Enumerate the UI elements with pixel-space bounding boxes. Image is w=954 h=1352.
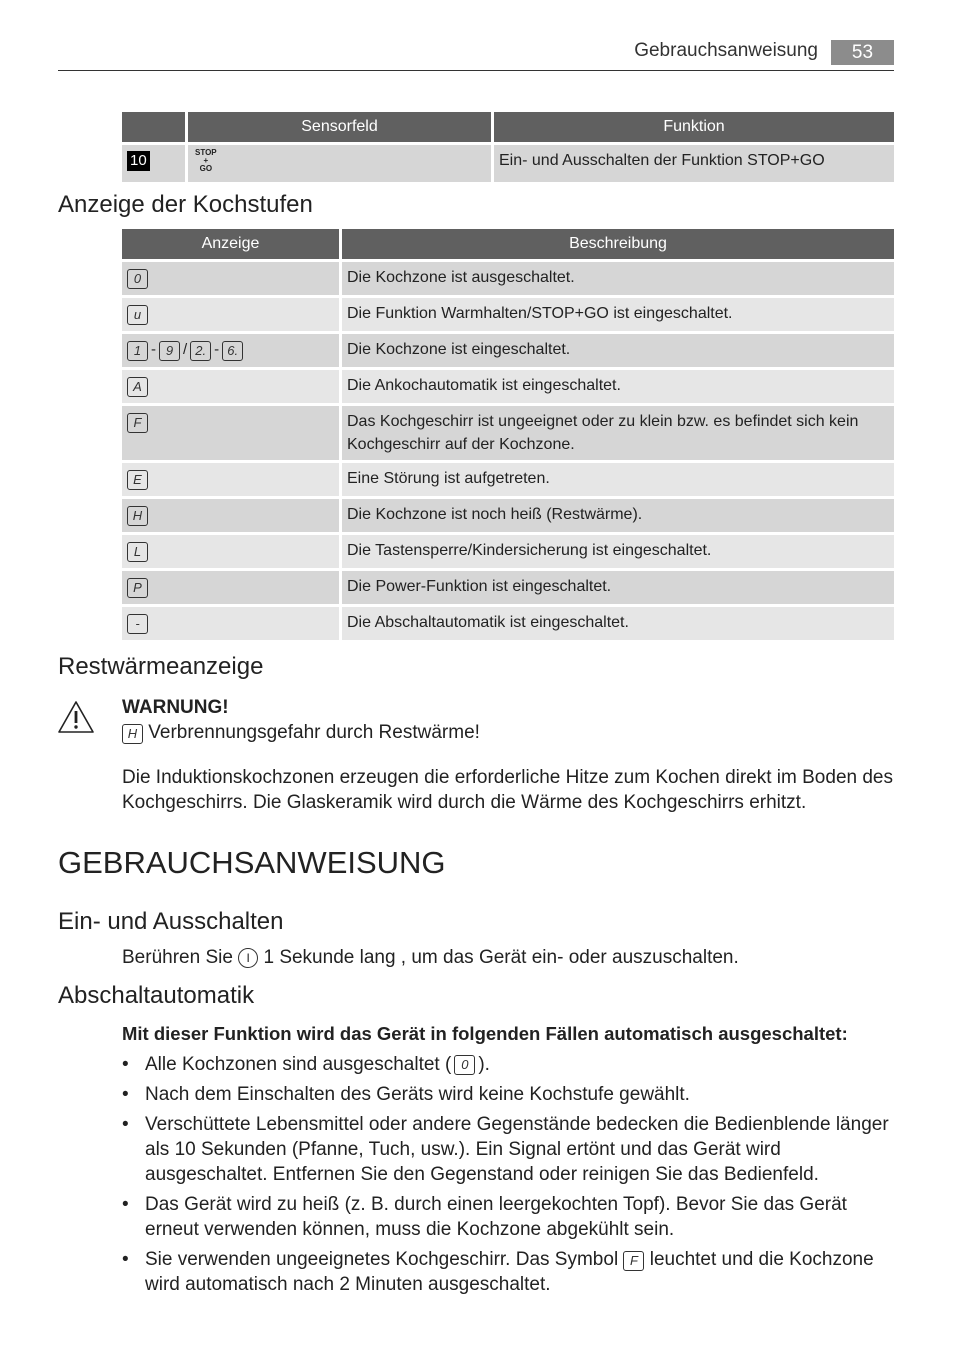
display-symbol-cell [122,370,339,403]
warning-text-line [122,720,480,745]
display-symbol-cell [122,571,339,604]
sensor-number-cell [122,145,185,182]
display-description: Die Abschaltautomatik ist eingeschaltet. [342,607,894,640]
range-slash: / [183,341,188,359]
display-symbol: P [127,578,148,598]
table-row [122,463,894,496]
stop-go-icon-bottom: GO [199,164,213,173]
display-symbol: - [127,614,148,634]
onoff-text-before: Berühren Sie [122,947,233,968]
display-symbol: H [127,506,148,526]
display-description: Eine Störung ist aufgetreten. [342,463,894,496]
main-heading: GEBRAUCHSANWEISUNG [58,845,446,880]
display-symbol: 2. [190,341,211,361]
power-icon: I [238,948,258,968]
residual-paragraph: Die Induktionskochzonen erzeugen die erforderliche Hitze zum Kochen direkt im Boden des Kochgeschirrs. Die Glaskeramik wird durch die Wärme des Kochgeschirrs erhitzt. [122,767,893,813]
running-header-title: Gebrauchsanweisung [634,40,818,61]
section-heading-display: Anzeige der Kochstufen [58,191,313,218]
header-rule [58,70,894,71]
display-table-header-beschreibung: Beschreibung [342,229,894,259]
stop-go-icon [195,149,217,173]
range-dash: - [151,341,156,359]
sensor-table [119,109,897,185]
cookware-symbol: F [623,1251,644,1271]
onoff-text-after: 1 Sekunde lang , um das Gerät ein- oder auszuschalten. [263,947,739,968]
sensor-table-header-funktion: Funktion [494,112,894,142]
display-table-header-anzeige: Anzeige [122,229,339,259]
display-table [119,226,897,643]
display-symbol-cell [122,499,339,532]
display-symbol: 9 [159,341,180,361]
bullet1-before: Alle Kochzonen sind ausgeschaltet ( [145,1054,452,1075]
display-description: Die Kochzone ist eingeschaltet. [342,334,894,367]
display-symbol: 1 [127,341,148,361]
sensor-table-header-sensorfeld: Sensorfeld [188,112,491,142]
section-heading-auto-off: Abschaltautomatik [58,982,255,1009]
list-item [122,1247,894,1297]
sensor-icon-cell [188,145,491,182]
display-symbol: u [127,305,148,325]
range-dash: - [214,341,220,359]
display-symbol-cell [122,607,339,640]
table-row [122,607,894,640]
list-item: • Nach dem Einschalten des Geräts wird keine Kochstufe gewählt. [122,1082,894,1107]
warning-triangle-icon [57,700,95,734]
display-symbol-cell [122,262,339,295]
list-item [122,1052,894,1077]
warning-text: Verbrennungsgefahr durch Restwärme! [148,722,480,743]
display-description: Die Ankochautomatik ist eingeschaltet. [342,370,894,403]
display-symbol: A [127,377,148,397]
auto-off-intro: Mit dieser Funktion wird das Gerät in folgenden Fällen automatisch ausgeschaltet: [122,1023,848,1044]
table-row [122,370,894,403]
section-heading-onoff: Ein- und Ausschalten [58,908,284,935]
display-symbol-cell [122,463,339,496]
onoff-paragraph [122,945,739,970]
sensor-table-header-row [122,112,894,142]
display-symbol: E [127,470,148,490]
display-symbol-cell [122,406,339,460]
display-symbol-cell [122,535,339,568]
residual-heat-symbol: H [122,724,143,744]
table-row [122,571,894,604]
table-row [122,262,894,295]
list-item: • Das Gerät wird zu heiß (z. B. durch einen leergekochten Topf). Bevor Sie das Gerät erneut verwenden können, muss die Kochzone abgekühlt sein. [122,1192,894,1242]
sensor-function-cell: Ein- und Ausschalten der Funktion STOP+GO [494,145,894,182]
table-row [122,406,894,460]
sensor-table-row [122,145,894,182]
off-symbol: 0 [454,1055,475,1075]
warning-title: WARNUNG! [122,697,229,718]
display-symbol: 6. [222,341,243,361]
table-row [122,535,894,568]
list-item: • Verschüttete Lebensmittel oder andere Gegenstände bedecken die Bedienblende länger als 10 Sekunden (Pfanne, Tuch, usw.). Ein Signal ertönt und das Gerät wird ausgeschaltet. Entfernen Sie den Gegenstand oder reinigen Sie das Bedienfeld. [122,1112,894,1187]
stop-go-icon-mid: + [203,156,209,165]
display-table-header-row [122,229,894,259]
display-symbol: L [127,542,148,562]
bullet5-after: leuchtet und die Kochzone wird automatisch nach 2 Minuten ausgeschaltet. [145,1249,874,1295]
sensor-table-header-empty [122,112,185,142]
display-symbol: 0 [127,269,148,289]
sensor-number-badge: 10 [127,151,150,171]
section-heading-residual-heat: Restwärmeanzeige [58,653,264,680]
bullet1-after: ). [478,1054,490,1075]
display-description: Die Kochzone ist ausgeschaltet. [342,262,894,295]
page-number: 53 [831,40,894,65]
display-description: Die Power-Funktion ist eingeschaltet. [342,571,894,604]
display-symbol-cell [122,334,339,367]
table-row [122,334,894,367]
display-description: Die Kochzone ist noch heiß (Restwärme). [342,499,894,532]
display-description: Das Kochgeschirr ist ungeeignet oder zu klein bzw. es befindet sich kein Kochgeschirr auf der Kochzone. [342,406,894,460]
display-description: Die Funktion Warmhalten/STOP+GO ist eingeschaltet. [342,298,894,331]
display-symbol-cell [122,298,339,331]
table-row [122,298,894,331]
stop-go-icon-top: STOP [195,148,217,157]
bullet5-before: Sie verwenden ungeeignetes Kochgeschirr. Das Symbol [145,1249,619,1270]
display-description: Die Tastensperre/Kindersicherung ist eingeschaltet. [342,535,894,568]
display-symbol: F [127,413,148,433]
auto-off-list [122,1052,894,1302]
table-row [122,499,894,532]
